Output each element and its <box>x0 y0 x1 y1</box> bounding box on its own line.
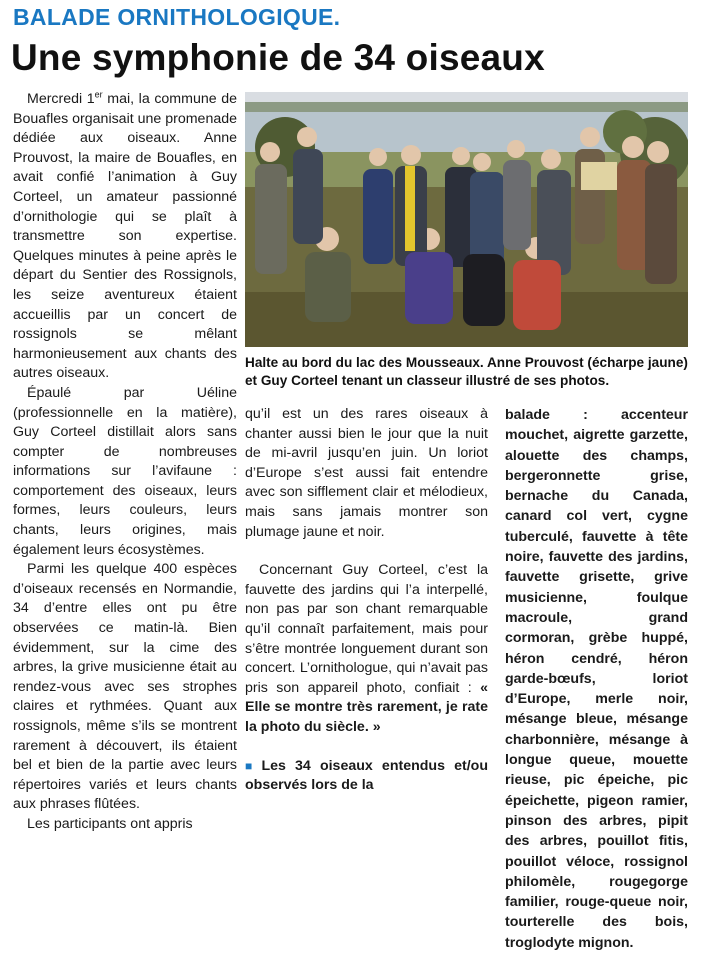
headline: Une symphonie de 34 oiseaux <box>11 37 545 78</box>
group-photo <box>245 92 688 347</box>
paragraph-5: Concernant Guy Corteel, c’est la fauvette des jardins qui l’a interpellé, non pas par son chant remarquable qu’il connaît parfaitement, mais pour s’être montrée longuement durant son concert. L’ornithologue, qui n’avait pas pris son appareil photo, confiait : « Elle se montre très rarement, je rate la photo du siècle. » <box>245 562 488 735</box>
article-column-2 <box>245 405 488 796</box>
paragraph-1: Mercredi 1er mai, la commune de Bouafles organisait une promenade dédiée aux oiseaux. Anne Prouvost, la maire de Bouafles, en avait confié l’animation à Guy Corteel, un amateur passionné d’ornithologie qui se plaît à transmettre son expertise. Quelques minutes à peine après le départ du Sentier des Rossignols, les seize aventureux étaient accueillis par un concert de rossignols se mêlant harmonieusement aux chants des autres oiseaux. <box>13 89 238 382</box>
species-box-start: ■ Les 34 oiseaux entendus et/ou observés lors de la <box>245 757 489 794</box>
article-column-1 <box>13 90 237 835</box>
photo-caption: Halte au bord du lac des Mousseaux. Anne Prouvost (écharpe jaune) et Guy Corteel tenant un classeur illustré de ses photos. <box>245 355 688 388</box>
species-list: balade : accenteur mouchet, aigrette garzette, alouette des champs, bergeronnette grise, bernache du Canada, canard col vert, cygne tuberculé, fauvette à tête noire, fauvette des jardins, fauvette grisette, grive musicienne, foulque macroule, grand cormoran, grèbe huppé, héron cendré, héron garde-bœufs, loriot d’Europe, merle noir, mésange bleue, mésange charbonnière, mésange à longue queue, mouette rieuse, pic épeiche, pic épeichette, pigeon ramier, pinson des arbres, pipit des arbres, pouillot fitis, pouillot véloce, rossignol philomèle, rougegorge familier, rouge-queue noir, tourterelle des bois, troglodyte mignon. <box>505 407 688 951</box>
paragraph-4-start: Les participants ont appris <box>27 815 193 832</box>
paragraph-3: Parmi les quelque 400 espèces d’oiseaux recensés en Normandie, 34 d’entre elles ont pu être observées ce matin-là. Bien évidemment, sur la cime des arbres, la grive musicienne était au rendez-vous avec ses strophes claires et rythmées. Quant aux rossignols, même s’ils se montrent rarement à découvert, ils étaient bel et bien de la partie avec leurs répertoires variés et leurs chants aux phrases flûtées. <box>13 561 237 813</box>
paragraph-4-continued: qu’il est un des rares oiseaux à chanter aussi bien le jour que la nuit de mi-avril jusqu’en juin. Un loriot d’Europe s’est aussi fait entendre avec son sifflement clair et mélodieux, mais sans jamais montrer son plumage jaune et noir. <box>245 406 488 540</box>
paragraph-2: Épaulé par Uéline (professionnelle en la matière), Guy Corteel distillait alors sans compter de nombreuses informations sur l’avifaune : comportement des oiseaux, leurs formes, leurs couleurs, leurs chants, leurs origines, mais également leurs écosystèmes. <box>13 384 237 558</box>
kicker: BALADE ORNITHOLOGIQUE. <box>13 4 341 30</box>
square-bullet-icon: ■ <box>245 758 258 773</box>
quote: « Elle se montre très rarement, je rate la photo du siècle. » <box>245 679 488 735</box>
